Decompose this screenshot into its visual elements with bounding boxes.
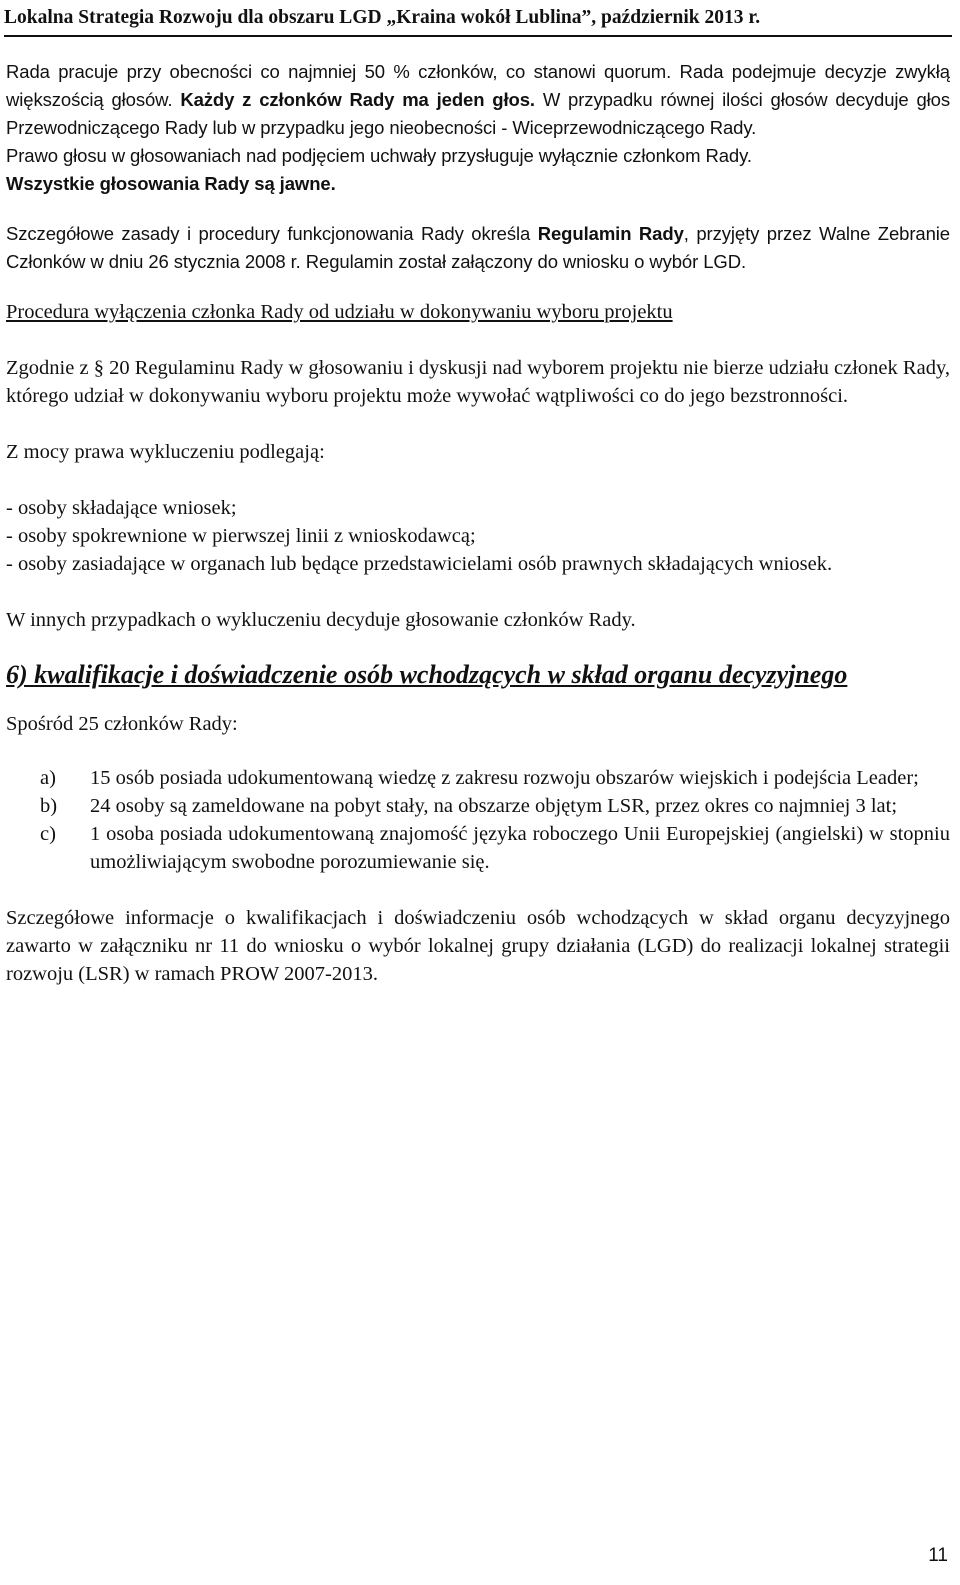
- list-item-text: 24 osoby są zameldowane na pobyt stały, na obszarze objętym LSR, przez okres co najmniej 3 lat;: [90, 795, 898, 817]
- paragraph-details: Szczegółowe informacje o kwalifikacjach i doświadczeniu osób wchodzących w skład organu decyzyjnego zawarto w załączniku nr 11 do wniosku o wybór lokalnej grupy działania (LGD) do realizacji lokalnej strategii rozwoju (LSR) w ramach PROW 2007-2013.: [6, 907, 950, 985]
- section-title: 6) kwalifikacje i doświadczenie osób wchodzących w skład organu decyzyjnego: [6, 660, 848, 689]
- paragraph-section-20: Zgodnie z § 20 Regulaminu Rady w głosowaniu i dyskusji nad wyborem projektu nie bierze udziału członek Rady, którego udział w dokonywaniu wyboru projektu może wywołać wątpliwości co do jego bezstronności.: [6, 357, 950, 407]
- list-marker: c): [40, 823, 56, 845]
- list-item: - osoby składające wniosek;: [6, 497, 237, 519]
- list-item: [40, 792, 950, 820]
- spacer: [6, 326, 950, 354]
- document-body: [6, 58, 950, 988]
- spacer: [6, 198, 950, 220]
- paragraph-quorum: [6, 58, 950, 198]
- list-marker: b): [40, 795, 58, 817]
- paragraph-regulations: [6, 220, 950, 276]
- page-header: Lokalna Strategia Rozwoju dla obszaru LGD „Kraina wokół Lublina”, październik 2013 r.: [4, 4, 952, 37]
- quorum-rule: Rada pracuje przy obecności co najmniej 50 % członków, co stanowi quorum. Rada podejmuje decyzje zwykłą większością głosów.: [6, 61, 950, 110]
- regulations-text: [6, 220, 950, 276]
- regulations-post: , przyjęty przez Walne Zebranie Członków w dniu 26 stycznia 2008 r. Regulamin został załączony do wniosku o wybór LGD.: [6, 223, 950, 272]
- paragraph-exclusions-intro: Z mocy prawa wykluczeniu podlegają:: [6, 441, 325, 463]
- spacer: [6, 634, 950, 658]
- spacer: [6, 466, 950, 494]
- open-voting-text: Wszystkie głosowania Rady są jawne.: [6, 173, 336, 194]
- list-item-text: 15 osób posiada udokumentowaną wiedzę z zakresu rozwoju obszarów wiejskich i podejścia Leader;: [90, 767, 919, 789]
- paragraph-members-intro: Spośród 25 członków Rady:: [6, 713, 238, 735]
- list-item: - osoby spokrewnione w pierwszej linii z wnioskodawcą;: [6, 525, 476, 547]
- page-number: 11: [928, 1545, 948, 1566]
- one-vote-rule: Każdy z członków Rady ma jeden głos.: [180, 89, 535, 110]
- regulations-name: Regulamin Rady: [537, 223, 684, 244]
- list-item: - osoby zasiadające w organach lub będące przedstawicielami osób prawnych składających wniosek.: [6, 553, 833, 575]
- list-item: [40, 764, 950, 792]
- spacer: [6, 578, 950, 606]
- spacer: [6, 410, 950, 438]
- spacer: [6, 692, 950, 710]
- list-item-text: 1 osoba posiada udokumentowaną znajomość języka roboczego Unii Europejskiej (angielski) w stopniu umożliwiającym swobodne porozumiewanie się.: [90, 823, 950, 873]
- regulations-pre: Szczegółowe zasady i procedury funkcjonowania Rady określa: [6, 223, 538, 244]
- tie-rule: W przypadku równej ilości głosów decyduje głos Przewodniczącego Rady lub w przypadku jego nieobecności - Wiceprzewodniczącego Rady.: [6, 89, 951, 138]
- spacer: [6, 876, 950, 904]
- paragraph-other-cases: W innych przypadkach o wykluczeniu decyduje głosowanie członków Rady.: [6, 609, 636, 631]
- voting-right-text: Prawo głosu w głosowaniach nad podjęciem uchwały przysługuje wyłącznie członkom Rady.: [6, 145, 752, 166]
- qualifications-list: [6, 764, 950, 876]
- list-marker: a): [40, 767, 56, 789]
- quorum-text: [6, 58, 950, 142]
- procedure-heading: Procedura wyłączenia członka Rady od udziału w dokonywaniu wyboru projektu: [6, 301, 673, 323]
- spacer: [6, 738, 950, 764]
- exclusions-list: [6, 494, 950, 578]
- list-item: [40, 820, 950, 876]
- spacer: [6, 276, 950, 298]
